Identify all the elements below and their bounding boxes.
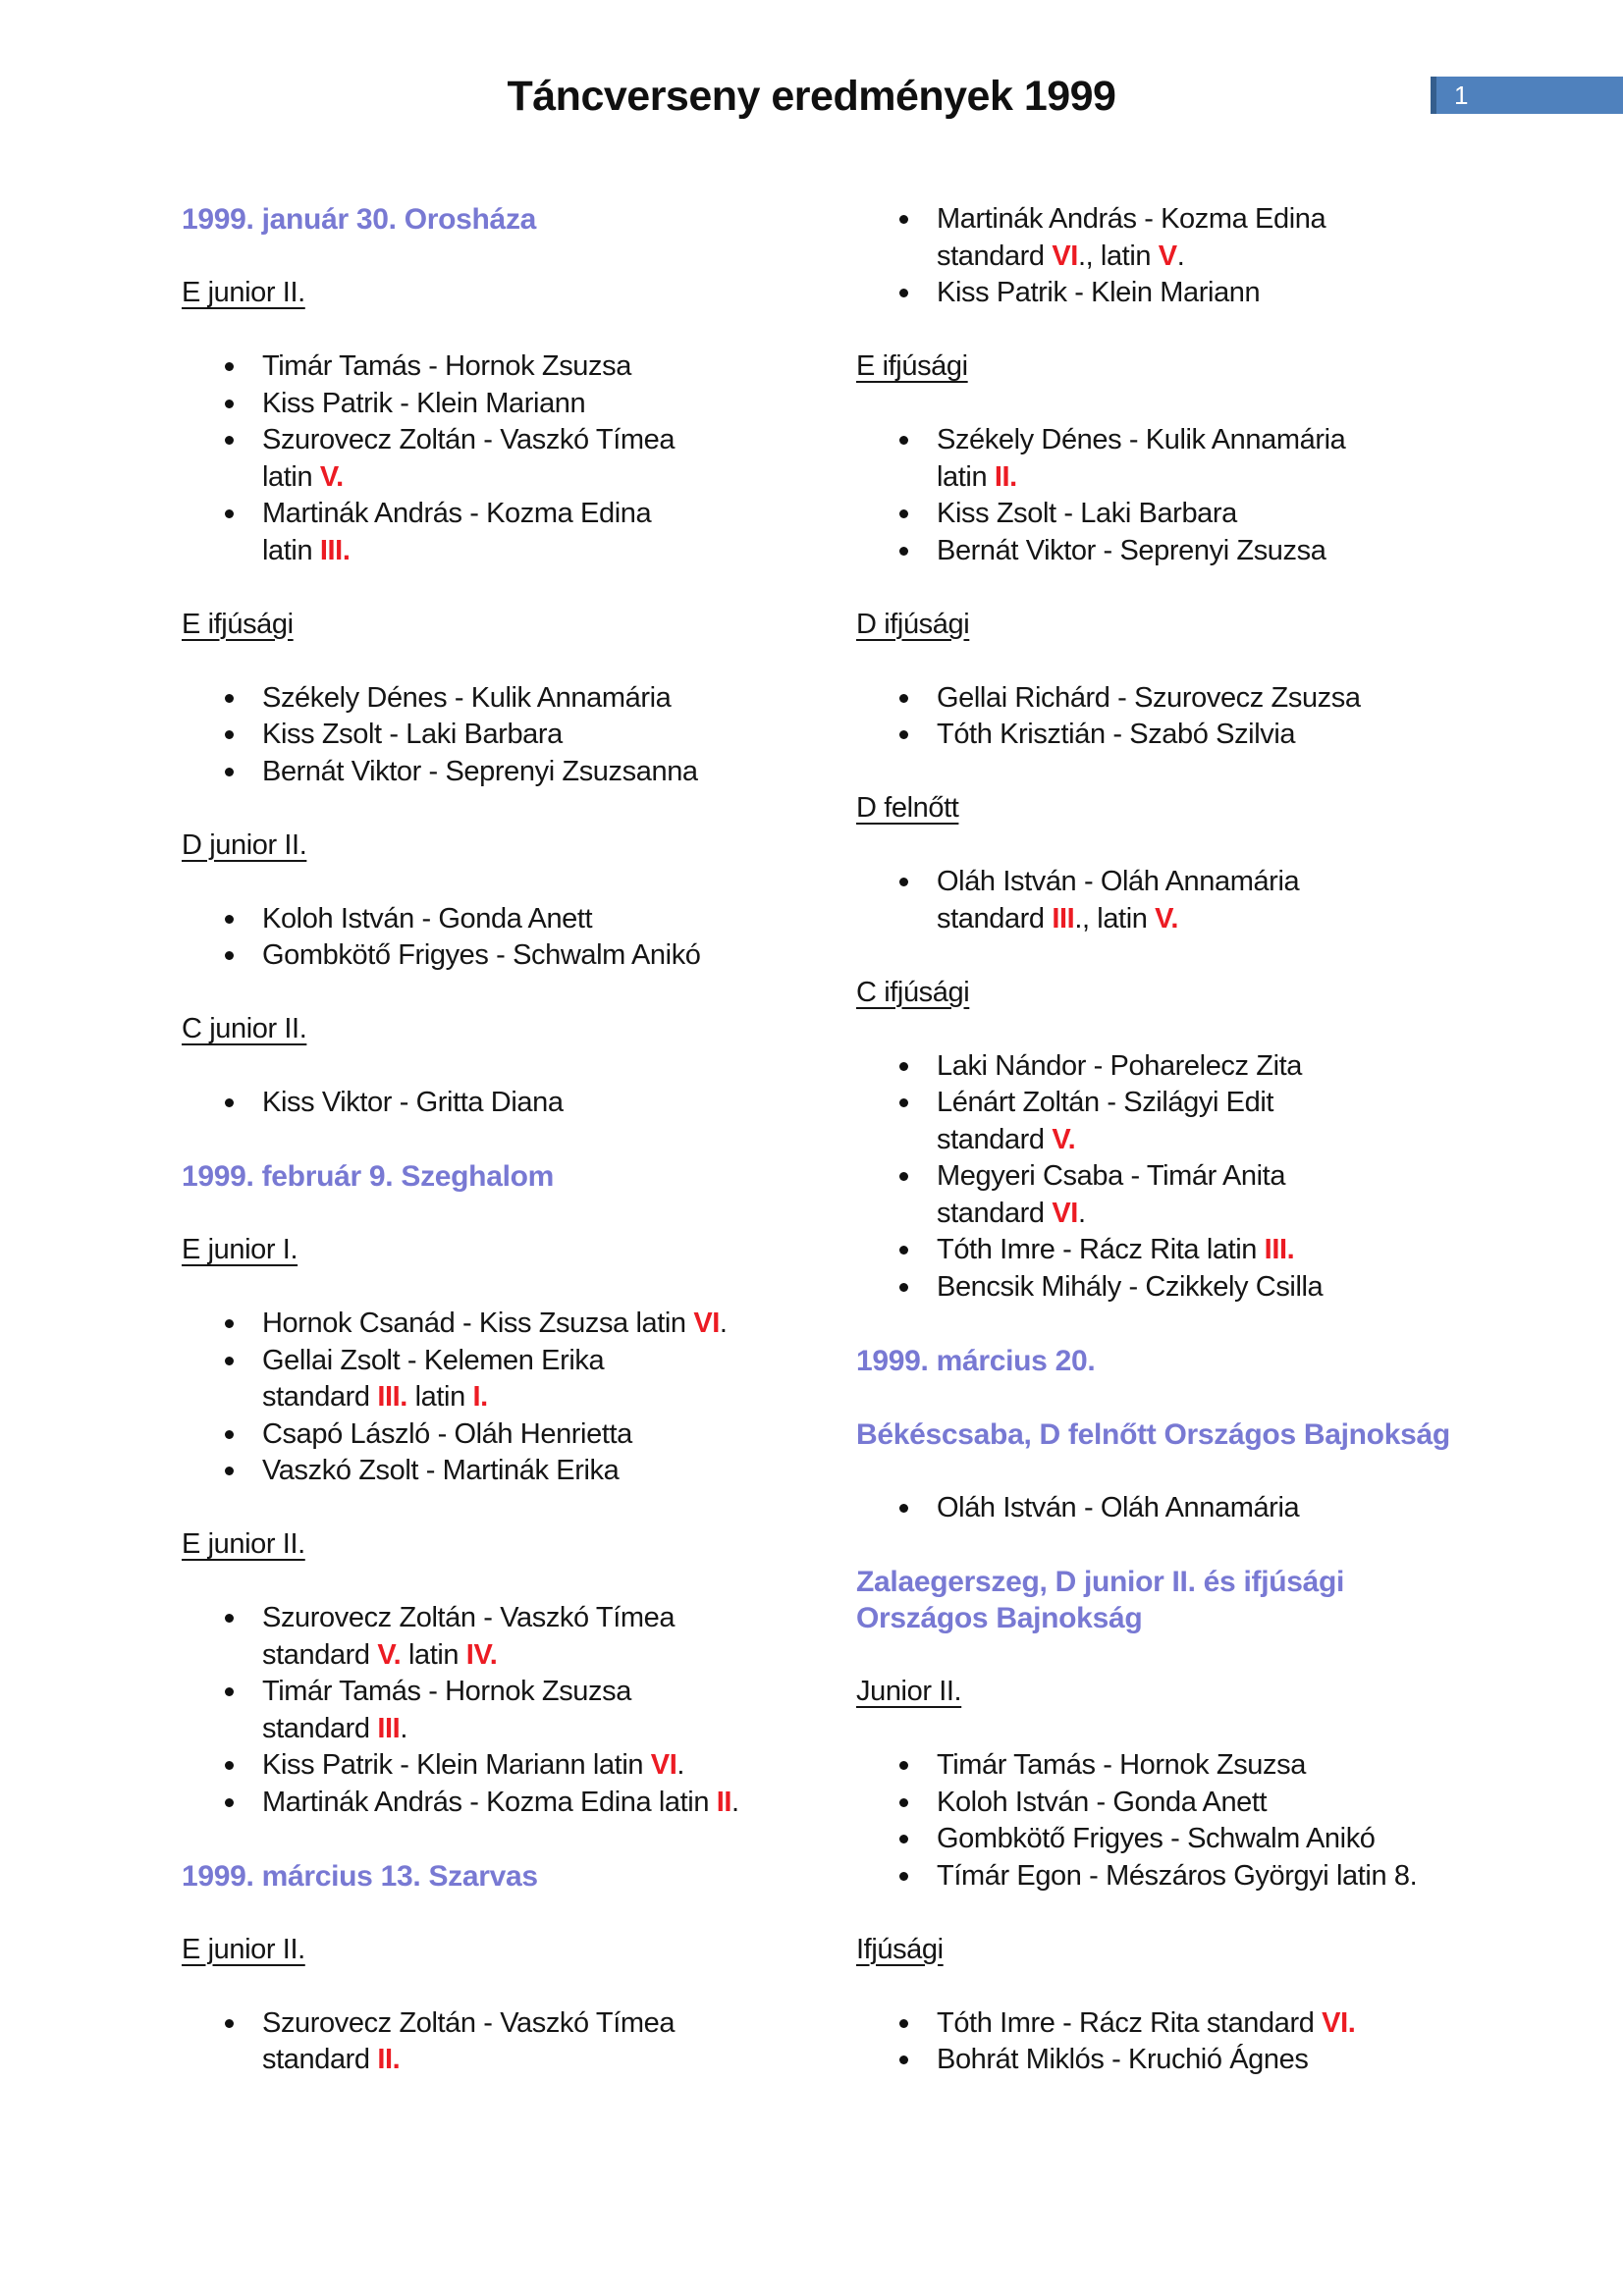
left-column	[182, 201, 815, 2079]
category-heading	[182, 1232, 815, 1269]
result-text: Gellai Zsolt - Kelemen Erika	[262, 1344, 605, 1376]
event-date-heading	[182, 201, 815, 239]
result-text: latin	[406, 1381, 473, 1413]
heading-text: Junior II.	[856, 1676, 962, 1707]
category-heading	[856, 348, 1534, 386]
result-line	[262, 1637, 815, 1675]
result-line	[937, 1269, 1534, 1307]
result-text: Bohrát Miklós - Kruchió Ágnes	[937, 2044, 1309, 2075]
heading-text: D felnőtt	[856, 792, 959, 824]
result-item	[182, 1416, 815, 1454]
event-date-heading	[182, 1158, 815, 1196]
result-item	[182, 1343, 815, 1416]
result-item	[182, 1600, 815, 1674]
result-item	[182, 348, 815, 386]
heading-text: Zalaegerszeg, D junior II. és ifjúsági	[856, 1565, 1345, 1598]
result-text: Tóth Imre - Rácz Rita latin	[937, 1234, 1265, 1265]
placement-rank: II	[716, 1786, 732, 1818]
heading-text: 1999. február 9. Szeghalom	[182, 1160, 555, 1193]
result-text: standard	[937, 1197, 1053, 1229]
right-column	[856, 201, 1534, 2079]
result-line	[937, 1785, 1534, 1822]
result-text: Megyeri Csaba - Timár Anita	[937, 1160, 1286, 1192]
placement-rank: VI	[1052, 240, 1078, 272]
result-text: ., latin	[1074, 902, 1156, 934]
result-text: .	[1176, 240, 1185, 272]
result-line	[262, 1747, 815, 1785]
category-heading	[856, 1932, 1534, 1969]
result-text: latin	[401, 1638, 466, 1671]
result-text: .	[400, 1712, 407, 1744]
result-line	[937, 201, 1534, 239]
result-list	[856, 422, 1534, 569]
result-text: Timár Tamás - Hornok Zsuzsa	[262, 350, 631, 382]
placement-rank: V.	[377, 1638, 402, 1671]
result-text: Oláh István - Oláh Annamária	[937, 866, 1300, 897]
result-list	[856, 1490, 1534, 1527]
heading-text: C ifjúsági	[856, 976, 970, 1008]
category-heading	[856, 975, 1534, 1012]
result-line	[937, 680, 1534, 718]
result-text: Csapó László - Oláh Henrietta	[262, 1417, 632, 1450]
result-line	[262, 2005, 815, 2043]
heading-text: Ifjúsági	[856, 1933, 944, 1965]
result-text: Bernát Viktor - Seprenyi Zsuzsanna	[262, 755, 698, 787]
result-line	[262, 533, 815, 570]
result-text: standard	[262, 1381, 378, 1413]
result-item	[182, 2005, 815, 2079]
result-text: Szurovecz Zoltán - Vaszkó Tímea	[262, 424, 676, 455]
result-item	[856, 1821, 1534, 1858]
category-heading	[182, 275, 815, 312]
result-text: ., latin	[1077, 240, 1159, 272]
result-line	[937, 1821, 1534, 1858]
placement-rank: III.	[1264, 1234, 1295, 1265]
result-text: standard	[937, 1123, 1053, 1155]
result-text: Szurovecz Zoltán - Vaszkó Tímea	[262, 2006, 676, 2039]
result-text: Kiss Patrik - Klein Mariann	[937, 277, 1261, 308]
result-list	[182, 901, 815, 975]
result-line	[262, 937, 815, 975]
result-text: Martinák András - Kozma Edina	[937, 203, 1326, 235]
result-item	[856, 1269, 1534, 1307]
result-text: Hornok Csanád - Kiss Zsuzsa latin	[262, 1308, 694, 1339]
result-text: Székely Dénes - Kulik Annamária	[937, 424, 1346, 455]
result-line	[262, 1085, 815, 1122]
result-item	[182, 680, 815, 718]
placement-rank: III.	[377, 1381, 407, 1413]
result-list	[856, 1747, 1534, 1895]
result-line	[262, 1600, 815, 1637]
result-line	[262, 1379, 815, 1416]
event-date-heading	[856, 1343, 1534, 1380]
result-item	[182, 1306, 815, 1343]
result-line	[262, 1785, 815, 1822]
heading-text: D junior II.	[182, 828, 307, 861]
category-heading	[182, 607, 815, 644]
placement-rank: VI	[650, 1749, 677, 1781]
result-text: standard	[937, 902, 1053, 934]
result-text: Tímár Egon - Mészáros Györgyi latin 8.	[937, 1859, 1418, 1892]
result-line	[937, 1122, 1534, 1159]
heading-text: E junior II.	[182, 1933, 305, 1965]
result-list	[182, 1085, 815, 1122]
heading-text: 1999. március 20.	[856, 1344, 1096, 1377]
heading-text: E junior I.	[182, 1234, 298, 1265]
result-line	[262, 1343, 815, 1380]
result-item	[856, 275, 1534, 312]
result-line	[937, 275, 1534, 312]
result-text: Gellai Richárd - Szurovecz Zsuzsa	[937, 681, 1361, 714]
result-text: latin	[937, 460, 995, 493]
result-text: Kiss Patrik - Klein Mariann latin	[262, 1749, 651, 1781]
placement-rank: III.	[319, 534, 351, 566]
category-heading	[182, 1011, 815, 1048]
result-line	[262, 901, 815, 938]
result-line	[937, 901, 1534, 938]
result-item	[182, 1785, 815, 1822]
placement-rank: II.	[377, 2044, 401, 2075]
result-text: Lénárt Zoltán - Szilágyi Edit	[937, 1087, 1274, 1118]
result-text: .	[731, 1786, 739, 1818]
result-line	[937, 717, 1534, 754]
result-item	[856, 680, 1534, 718]
result-list	[856, 864, 1534, 937]
result-item	[856, 1785, 1534, 1822]
heading-text: Békéscsaba, D felnőtt Országos Bajnokság	[856, 1417, 1450, 1451]
result-item	[856, 1048, 1534, 1086]
placement-rank: V.	[1155, 902, 1179, 934]
result-item	[856, 864, 1534, 937]
result-line	[937, 239, 1534, 276]
result-text: .	[719, 1308, 728, 1339]
result-text: Martinák András - Kozma Edina	[262, 498, 652, 529]
placement-rank: VI	[693, 1308, 720, 1339]
result-text: Szurovecz Zoltán - Vaszkó Tímea	[262, 1602, 676, 1633]
result-text: Timár Tamás - Hornok Zsuzsa	[262, 1676, 631, 1707]
placement-rank: VI.	[1322, 2006, 1356, 2039]
result-text: Tóth Krisztián - Szabó Szilvia	[937, 719, 1296, 750]
result-item	[856, 201, 1534, 275]
result-text: standard	[937, 240, 1053, 272]
page-badge-edge	[1431, 77, 1436, 114]
result-item	[182, 422, 815, 496]
result-item	[856, 1858, 1534, 1896]
event-date-heading	[182, 1858, 815, 1896]
result-line	[262, 459, 815, 497]
heading-text: 1999. március 13. Szarvas	[182, 1859, 538, 1893]
result-line	[262, 1711, 815, 1748]
category-heading	[856, 790, 1534, 828]
heading-text: E ifjúsági	[856, 350, 968, 382]
result-line	[262, 754, 815, 791]
result-line	[937, 1232, 1534, 1269]
result-text: latin	[262, 534, 320, 566]
result-list	[182, 680, 815, 791]
result-list	[856, 680, 1534, 754]
heading-text: D ifjúsági	[856, 608, 970, 640]
result-line	[262, 717, 815, 754]
result-line	[937, 1196, 1534, 1233]
result-text: Tóth Imre - Rácz Rita standard	[937, 2006, 1323, 2039]
result-item	[182, 496, 815, 569]
result-line	[937, 1048, 1534, 1086]
result-item	[182, 1453, 815, 1490]
result-text: Timár Tamás - Hornok Zsuzsa	[937, 1749, 1306, 1781]
result-item	[182, 901, 815, 938]
result-list	[856, 2005, 1534, 2079]
result-line	[937, 1490, 1534, 1527]
result-line	[937, 422, 1534, 459]
result-item	[182, 1085, 815, 1122]
heading-text: E junior II.	[182, 1528, 305, 1560]
result-line	[937, 1747, 1534, 1785]
result-line	[262, 496, 815, 533]
result-item	[856, 422, 1534, 496]
result-line	[262, 680, 815, 718]
placement-rank: II.	[994, 460, 1017, 493]
category-heading	[182, 828, 815, 865]
result-line	[937, 459, 1534, 497]
result-item	[856, 717, 1534, 754]
result-text: standard	[262, 2044, 378, 2075]
heading-text: E junior II.	[182, 277, 305, 308]
result-item	[856, 496, 1534, 533]
result-line	[937, 2042, 1534, 2079]
result-list	[856, 201, 1534, 312]
result-line	[937, 1858, 1534, 1896]
result-text: .	[676, 1749, 685, 1781]
result-line	[937, 1158, 1534, 1196]
event-date-heading	[856, 1416, 1534, 1454]
result-line	[262, 1306, 815, 1343]
result-line	[262, 1416, 815, 1454]
result-item	[856, 1232, 1534, 1269]
result-line	[262, 1453, 815, 1490]
result-item	[182, 1674, 815, 1747]
result-text: Kiss Zsolt - Laki Barbara	[937, 498, 1237, 529]
result-text: Koloh István - Gonda Anett	[262, 902, 593, 934]
placement-rank: V	[1158, 240, 1177, 272]
result-text: latin	[262, 460, 320, 493]
placement-rank: V.	[1052, 1123, 1076, 1155]
result-text: Martinák András - Kozma Edina latin	[262, 1786, 717, 1818]
result-text: Székely Dénes - Kulik Annamária	[262, 681, 672, 714]
result-line	[262, 386, 815, 423]
result-item	[856, 2042, 1534, 2079]
placement-rank: I.	[472, 1381, 488, 1413]
page-number: 1	[1454, 80, 1469, 110]
result-line	[937, 496, 1534, 533]
result-list	[182, 2005, 815, 2079]
placement-rank: V.	[319, 460, 344, 493]
result-list	[182, 1600, 815, 1821]
result-text: Bernát Viktor - Seprenyi Zsuzsa	[937, 534, 1326, 566]
result-item	[182, 386, 815, 423]
result-text: Laki Nándor - Poharelecz Zita	[937, 1049, 1303, 1082]
placement-rank: III	[377, 1712, 401, 1744]
result-list	[182, 1306, 815, 1490]
result-item	[856, 1158, 1534, 1232]
result-line	[262, 422, 815, 459]
document-title: Táncverseny eredmények 1999	[507, 73, 1116, 120]
result-text: Koloh István - Gonda Anett	[937, 1786, 1268, 1818]
result-text: Gombkötő Frigyes - Schwalm Anikó	[262, 939, 701, 971]
result-item	[856, 1747, 1534, 1785]
category-heading	[856, 1674, 1534, 1711]
result-text: Bencsik Mihály - Czikkely Csilla	[937, 1270, 1324, 1303]
result-text: Kiss Patrik - Klein Mariann	[262, 387, 586, 419]
result-text: Kiss Zsolt - Laki Barbara	[262, 719, 563, 750]
result-item	[182, 754, 815, 791]
result-text: .	[1077, 1197, 1086, 1229]
event-date-heading	[856, 1564, 1534, 1637]
result-text: Gombkötő Frigyes - Schwalm Anikó	[937, 1823, 1376, 1854]
result-line	[262, 2042, 815, 2079]
result-line	[937, 533, 1534, 570]
result-line	[262, 1674, 815, 1711]
result-text: Oláh István - Oláh Annamária	[937, 1491, 1300, 1523]
result-item	[182, 717, 815, 754]
category-heading	[182, 1526, 815, 1564]
result-line	[937, 2005, 1534, 2043]
category-heading	[182, 1932, 815, 1969]
heading-text: Országos Bajnokság	[856, 1602, 1143, 1634]
result-item	[182, 1747, 815, 1785]
result-text: standard	[262, 1712, 378, 1744]
result-line	[937, 864, 1534, 901]
result-list	[856, 1048, 1534, 1307]
placement-rank: III	[1052, 902, 1075, 934]
result-item	[182, 937, 815, 975]
result-item	[856, 1490, 1534, 1527]
result-text: standard	[262, 1638, 378, 1671]
placement-rank: IV.	[465, 1638, 498, 1671]
page-number-badge	[1431, 77, 1623, 114]
heading-text: 1999. január 30. Orosháza	[182, 203, 537, 236]
heading-text: E ifjúsági	[182, 608, 294, 640]
result-text: Kiss Viktor - Gritta Diana	[262, 1087, 564, 1118]
result-line	[262, 348, 815, 386]
result-line	[937, 1085, 1534, 1122]
result-item	[856, 533, 1534, 570]
heading-text: C junior II.	[182, 1013, 307, 1044]
placement-rank: VI	[1052, 1197, 1078, 1229]
result-list	[182, 348, 815, 569]
result-item	[856, 2005, 1534, 2043]
result-item	[856, 1085, 1534, 1158]
category-heading	[856, 607, 1534, 644]
result-text: Vaszkó Zsolt - Martinák Erika	[262, 1455, 620, 1486]
